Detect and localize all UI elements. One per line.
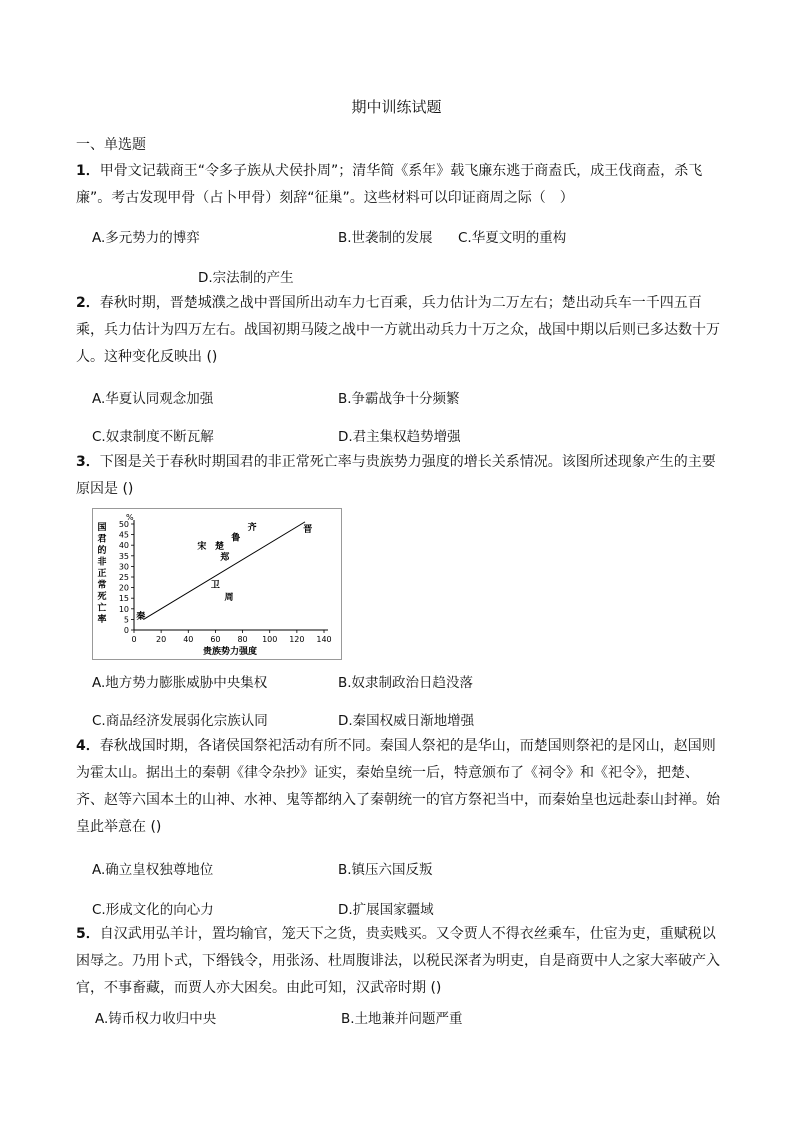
y-axis-unit: %	[126, 513, 134, 522]
y-tick-label: 50	[118, 520, 129, 529]
y-tick-label: 45	[118, 530, 129, 540]
y-axis-label	[97, 521, 106, 625]
question-text: 下图是关于春秋时期国君的非正常死亡率与贵族势力强度的增长关系情况。该图所述现象产生的主要原因是 ()	[76, 454, 716, 497]
y-tick-label: 30	[118, 562, 129, 572]
question-text: 春秋战国时期，各诸侯国祭祀活动有所不同。秦国人祭祀的是华山，而楚国则祭祀的是冈山，赵国则为霍太山。据出土的秦朝《律令杂抄》证实，秦始皇统一后，特意颁布了《祠令》和《祀令》，把楚、齐、赵等六国本土的山神、水神、鬼等都纳入了秦朝统一的官方祭祀当中，而秦始皇也远赴泰山封禅。始皇此举意在 ()	[76, 738, 720, 835]
q4-option-b[interactable]: B.镇压六国反叛	[338, 862, 433, 878]
y-tick-label: 5	[123, 615, 129, 625]
q3-option-c[interactable]: C.商品经济发展弱化宗族认同	[92, 713, 268, 729]
y-tick-label: 0	[123, 626, 129, 635]
q2-option-c[interactable]: C.奴隶制度不断瓦解	[92, 429, 214, 445]
question-text: 甲骨文记载商王“令多子族从犬侯扑周”；清华简《系年》载飞廉东逃于商盍氏，成王伐商盍，杀飞廉”。考古发现甲骨（占卜甲骨）刻辞“征巢”。这些材料可以印证商周之际（ ）	[76, 163, 703, 206]
x-tick-label: 120	[289, 635, 305, 644]
question-number: 2．	[76, 295, 100, 311]
question-number: 1．	[76, 163, 100, 179]
y-tick-label: 15	[118, 594, 129, 604]
q3-option-b[interactable]: B.奴隶制政治日趋没落	[338, 675, 474, 691]
question-number: 4．	[76, 738, 100, 754]
x-tick-label: 80	[237, 635, 248, 644]
question-1	[76, 158, 726, 212]
x-axis-label: 贵族势力强度	[202, 647, 258, 657]
question-text: 自汉武用弘羊计，置均输官，笼天下之货，贵卖贱买。又令贾人不得衣丝乘车，仕宦为吏，重赋税以困辱之。乃用卜式，下缗钱令，用张汤、杜周腹诽法，以税民深者为明吏，自是商贾中人之家大率破产入官，不事畜藏，而贾人亦大困矣。由此可知，汉武帝时期 ()	[76, 926, 720, 996]
data-point-label: 周	[224, 593, 234, 604]
question-number: 5．	[76, 926, 100, 942]
y-tick-label: 25	[118, 573, 129, 582]
q2-option-d[interactable]: D.君主集权趋势增强	[338, 429, 461, 445]
q5-option-a[interactable]: A.铸币权力收归中央	[95, 1011, 217, 1027]
section-heading: 一、单选题	[76, 137, 146, 153]
q1-option-d[interactable]: D.宗法制的产生	[198, 270, 294, 286]
data-point-label: 鲁	[231, 533, 241, 544]
q1-option-c[interactable]: C.华夏文明的重构	[458, 230, 567, 246]
question-3	[76, 449, 726, 503]
question-text: 春秋时期，晋楚城濮之战中晋国所出动车力七百乘，兵力估计为二万左右；楚出动兵车一千四五百乘，兵力估计为四万左右。战国初期马陵之战中一方就出动兵力十万之众，战国中期以后则已多达数十万人。这种变化反映出 ()	[76, 295, 720, 365]
y-tick-label: 35	[118, 551, 129, 561]
y-tick-label: 20	[118, 583, 129, 593]
question-number: 3．	[76, 454, 100, 470]
q1-option-b[interactable]: B.世袭制的发展	[338, 230, 433, 246]
x-tick-label: 140	[316, 635, 332, 644]
x-tick-label: 40	[183, 635, 194, 644]
question-2	[76, 290, 726, 371]
q2-option-a[interactable]: A.华夏认同观念加强	[92, 391, 214, 407]
data-point-label: 晋	[303, 525, 313, 536]
q3-option-a[interactable]: A.地方势力膨胀威胁中央集权	[92, 675, 268, 691]
q5-option-b[interactable]: B.土地兼并问题严重	[341, 1011, 463, 1027]
q4-option-c[interactable]: C.形成文化的向心力	[92, 902, 214, 918]
q4-option-d[interactable]: D.扩展国家疆域	[338, 902, 434, 918]
scatter-chart	[92, 508, 342, 660]
data-point-label: 楚	[214, 542, 225, 553]
y-tick-label: 40	[118, 541, 129, 551]
question-4	[76, 733, 726, 841]
q3-option-d[interactable]: D.秦国权威日渐地增强	[338, 713, 475, 729]
q1-option-a[interactable]: A.多元势力的博弈	[92, 230, 200, 246]
q4-option-a[interactable]: A.确立皇权独尊地位	[92, 862, 214, 878]
data-point-label: 卫	[210, 580, 220, 591]
x-tick-label: 0	[131, 635, 137, 644]
page-title: 期中训练试题	[351, 98, 442, 116]
data-point-label: 宋	[197, 542, 207, 553]
question-5	[76, 921, 726, 1002]
x-tick-label: 60	[210, 635, 221, 644]
x-tick-label: 100	[262, 635, 278, 644]
y-axis-label-text: 国君的非正常死亡率	[97, 523, 107, 625]
data-point-label: 齐	[247, 523, 257, 534]
data-point-label: 秦	[136, 612, 146, 623]
y-tick-label: 10	[118, 604, 129, 614]
x-tick-label: 20	[156, 635, 167, 644]
data-point-label: 郑	[220, 552, 230, 563]
q2-option-b[interactable]: B.争霸战争十分频繁	[338, 391, 460, 407]
